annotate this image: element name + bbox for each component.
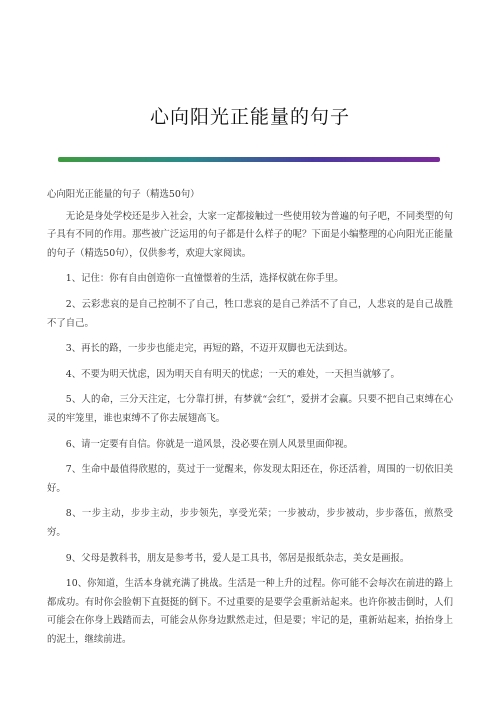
intro-paragraph: 无论是身处学校还是步入社会，大家一定都接触过一些使用较为普遍的句子吧，不同类型的句子具有不同的作用。那些被广泛运用的句子都是什么样子的呢？下面是小编整理的心向阳光正能量的句子（精选50句），仅供参考，欢迎大家阅读。	[47, 210, 453, 259]
page-title: 心向阳光正能量的句子	[149, 106, 350, 128]
document-body	[47, 186, 453, 656]
list-item: 5、人的命，三分天注定，七分靠打拼，有梦就“会红”，爱拼才会赢。只要不把自己束缚在心灵的牢笼里，谁也束缚不了你去展翅高飞。	[47, 394, 453, 424]
list-item: 9、父母是教科书，朋友是参考书，爱人是工具书，邻居是报纸杂志，美女是画报。	[65, 552, 410, 564]
list-item: 7、生命中最值得欣慰的，莫过于一觉醒来，你发现太阳还在，你还活着，周围的一切依旧美好。	[47, 464, 453, 494]
list-item: 10、你知道，生活本身就充满了挑战。生活是一种上升的过程。你可能不会每次在前进的路上都成功。有时你会脸朝下直挺挺的倒下。不过重要的是要学会重新站起来。也许你被击倒时，人们可能会在你身上践踏而去，可能会从你身边默然走过，但是要；牢记的是，重新站起来，抬抬身上的泥土，继续前进。	[47, 578, 453, 645]
list-item: 6、请一定要有自信。你就是一道风景，没必要在别人风景里面仰视。	[65, 438, 354, 450]
list-item: 2、云彩悲哀的是自己控制不了自己，牲口悲哀的是自己养活不了自己，人悲哀的是自己战胜不了自己。	[47, 298, 453, 329]
document-subtitle: 心向阳光正能量的句子（精选50句）	[47, 189, 200, 200]
title-divider	[58, 157, 440, 162]
list-item: 8、一步主动，步步主动，步步领先，享受光荣；一步被动，步步被动，步步落伍，煎熬受穷。	[47, 508, 453, 538]
list-item: 4、不要为明天忧虑，因为明天自有明天的忧虑；一天的难处，一天担当就够了。	[65, 368, 400, 380]
list-item: 1、记住：你有自由创造你一直憧憬着的生活，选择权就在你手里。	[65, 273, 344, 285]
list-item: 3、再长的路，一步步也能走完，再短的路，不迈开双脚也无法到达。	[65, 343, 354, 355]
